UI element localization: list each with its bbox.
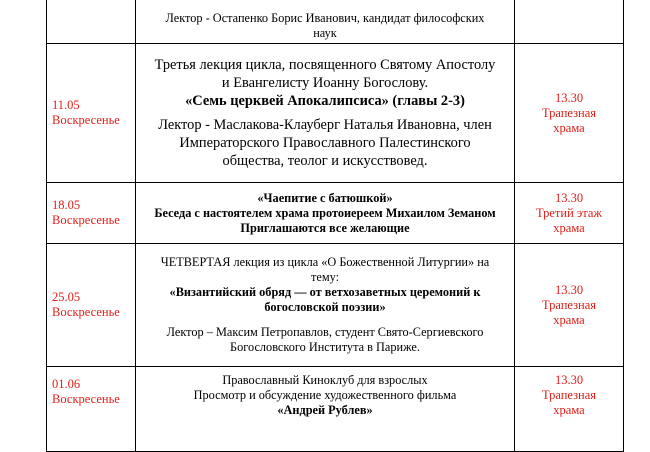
description-cell: [136, 183, 515, 244]
event-time: 13.30: [554, 190, 584, 205]
intro-line: ЧЕТВЕРТАЯ лекция из цикла «О Божественной Литургии» на: [160, 255, 490, 269]
time-place-cell: [515, 0, 624, 44]
date-cell: [47, 244, 136, 367]
event-place: Трапезная: [541, 297, 597, 312]
event-place: Трапезная: [541, 388, 597, 402]
lecturer-line: наук: [313, 26, 337, 40]
time-place-cell: [515, 183, 624, 244]
time-place-cell: [515, 367, 624, 452]
table-row: [47, 367, 624, 452]
event-time: 13.30: [554, 373, 584, 387]
lecturer-line: Лектор – Максим Петропавлов, студент Свято-Сергиевского: [166, 325, 484, 339]
event-time: 13.30: [554, 90, 584, 105]
description-cell: [136, 0, 515, 44]
description-cell: [136, 244, 515, 367]
intro-line: тему:: [310, 270, 340, 284]
film-title: «Андрей Рублев»: [277, 403, 373, 417]
time-place-cell: [515, 44, 624, 183]
time-place-cell: [515, 244, 624, 367]
date-cell: [47, 183, 136, 244]
date-cell: [47, 0, 136, 44]
lecturer-line: общества, теолог и искусствовед.: [222, 153, 428, 169]
event-place: Трапезная: [541, 105, 597, 120]
event-title: «Чаепитие с батюшкой»: [257, 190, 393, 205]
event-place: храма: [553, 312, 585, 327]
lecturer-line: Богословского Института в Париже.: [230, 340, 420, 354]
event-line: Беседа с настоятелем храма протоиереем Михаилом Земаном: [154, 205, 496, 220]
description-cell: [136, 367, 515, 452]
event-place: храма: [553, 403, 585, 417]
event-weekday: Воскресенье: [52, 305, 120, 319]
lecturer-line: Лектор - Остапенко Борис Иванович, кандидат философских: [165, 11, 485, 25]
event-weekday: Воскресенье: [52, 113, 120, 127]
event-line: Приглашаются все желающие: [240, 220, 410, 235]
event-line: Просмотр и обсуждение художественного фильма: [193, 388, 457, 402]
lecturer-line: Лектор - Маслакова-Клауберг Наталья Ивановна, член: [158, 117, 492, 133]
event-weekday: Воскресенье: [52, 392, 120, 406]
description-cell: [136, 44, 515, 183]
table-row: [47, 0, 624, 44]
event-place: храма: [553, 120, 585, 135]
event-date: 11.05: [52, 98, 80, 112]
event-time: 13.30: [554, 282, 584, 297]
intro-line: и Евангелисту Иоанну Богослову.: [221, 75, 429, 91]
date-cell: [47, 44, 136, 183]
event-date: 25.05: [52, 290, 81, 304]
lecturer-line: Императорского Православного Палестинского: [179, 135, 471, 151]
event-place: храма: [553, 220, 585, 235]
event-line: Православный Киноклуб для взрослых: [222, 373, 428, 387]
event-date: 18.05: [52, 198, 81, 212]
event-place: Третий этаж: [535, 205, 603, 220]
table-row: [47, 183, 624, 244]
date-cell: [47, 367, 136, 452]
schedule-table: [46, 0, 624, 452]
table-row: [47, 44, 624, 183]
table-row: [47, 244, 624, 367]
intro-line: Третья лекция цикла, посвященного Святому Апостолу: [154, 57, 496, 73]
lecture-title: «Семь церквей Апокалипсиса» (главы 2-3): [185, 93, 465, 109]
event-weekday: Воскресенье: [52, 213, 120, 227]
lecture-title: «Византийский обряд — от ветхозаветных церемоний к: [169, 285, 481, 299]
lecture-title: богословской поэзии»: [264, 300, 386, 314]
event-date: 01.06: [52, 377, 81, 391]
